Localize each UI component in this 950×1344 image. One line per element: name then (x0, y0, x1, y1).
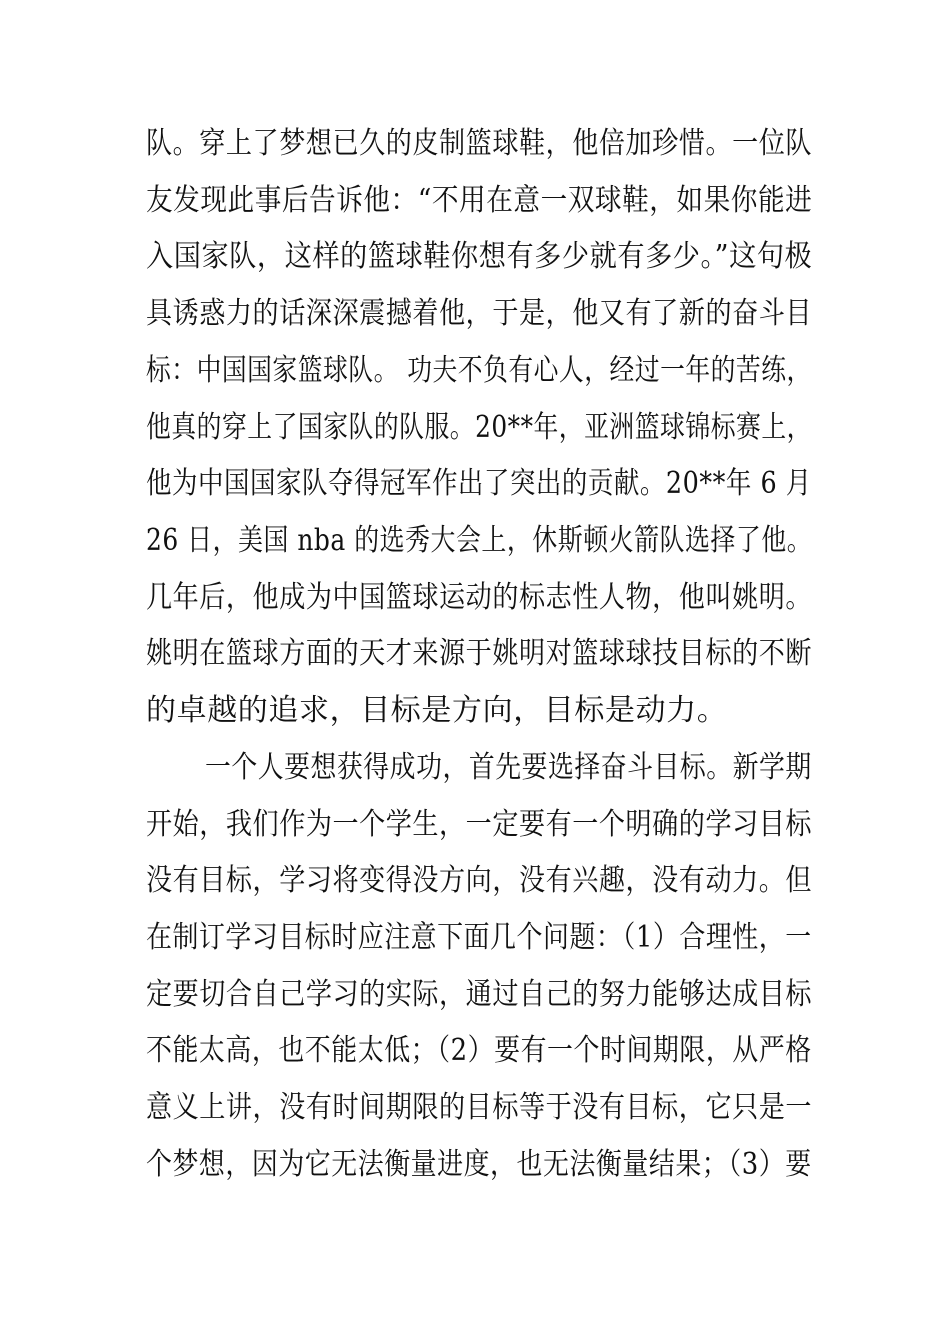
text-line: 队。穿上了梦想已久的皮制篮球鞋，他倍加珍惜。一位队 (146, 126, 813, 161)
text-line: 开始，我们作为一个学生，一定要有一个明确的学习目标 (146, 807, 813, 842)
text-line: 定要切合自己学习的实际，通过自己的努力能够达成目标 (146, 977, 813, 1012)
text-line: 友发现此事后告诉他：“不用在意一双球鞋，如果你能进 (146, 183, 813, 218)
paragraph-first-line: 一个人要想获得成功，首先要选择奋斗目标。新学期 (205, 750, 812, 785)
text-line: 26 日，美国 nba 的选秀大会上，休斯顿火箭队选择了他。 (146, 523, 813, 558)
text-line: 他真的穿上了国家队的队服。20**年，亚洲篮球锦标赛上， (146, 410, 812, 445)
text-line: 意义上讲，没有时间期限的目标等于没有目标，它只是一 (146, 1090, 813, 1125)
text-line: 入国家队，这样的篮球鞋你想有多少就有多少。”这句极 (146, 239, 813, 274)
text-line: 标：中国国家篮球队。 功夫不负有心人，经过一年的苦练， (146, 353, 812, 388)
text-line: 在制订学习目标时应注意下面几个问题：（1）合理性，一 (146, 920, 812, 955)
text-line: 个梦想，因为它无法衡量进度，也无法衡量结果；（3）要 (146, 1147, 812, 1182)
text-line: 姚明在篮球方面的天才来源于姚明对篮球球技目标的不断 (146, 636, 813, 671)
text-line: 不能太高，也不能太低；（2）要有一个时间期限，从严格 (146, 1033, 812, 1068)
text-line: 他为中国国家队夺得冠军作出了突出的贡献。20**年 6 月 (146, 466, 812, 501)
text-line: 几年后，他成为中国篮球运动的标志性人物，他叫姚明。 (146, 580, 813, 615)
text-line: 的卓越的追求，目标是方向，目标是动力。 (146, 693, 728, 728)
text-line: 没有目标，学习将变得没方向，没有兴趣，没有动力。但 (146, 863, 813, 898)
text-line: 具诱惑力的话深深震撼着他，于是，他又有了新的奋斗目 (146, 296, 813, 331)
